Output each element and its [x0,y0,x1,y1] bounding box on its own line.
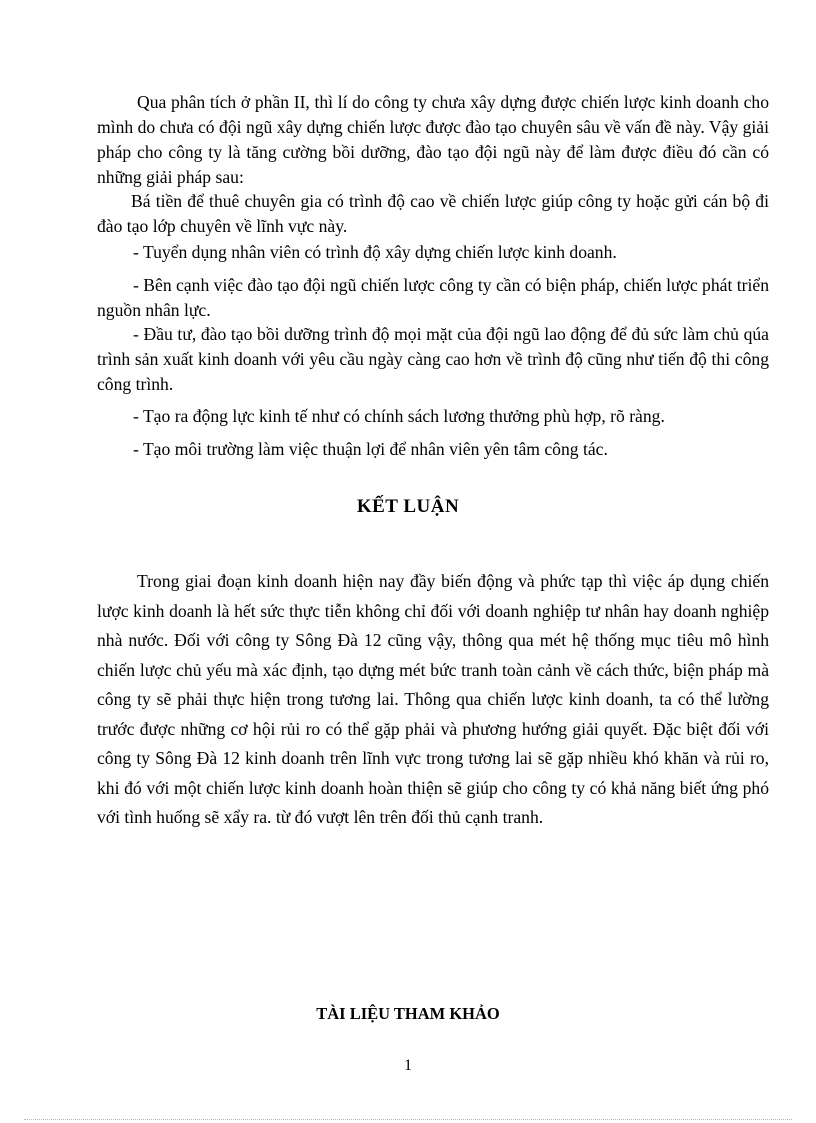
list-item-incentives: - Tạo ra động lực kinh tế như có chính sách lương thưởng phù hợp, rõ ràng. [133,406,665,426]
references-heading: TÀI LIỆU THAM KHẢO [316,1004,500,1023]
page-number: 1 [404,1057,412,1074]
paragraph-intro: Qua phân tích ở phần II, thì lí do công ty chưa xây dựng được chiến lược kinh doanh cho mình do chưa có đội ngũ xây dựng chiến lược được đào tạo chuyên sâu về vấn đề này. Vậy giải pháp cho công ty là tăng cường bồi dưỡng, đào tạo đội ngũ này để làm được điều đó cần có những giải pháp sau: [97,92,769,187]
paragraph-hire-experts: Bá tiền để thuê chuyên gia có trình độ cao về chiến lược giúp công ty hoặc gửi cán bộ đi đào tạo lớp chuyên về lĩnh vực này. [97,191,769,236]
page-bottom-border [24,1119,792,1120]
list-item-environment: - Tạo môi trường làm việc thuận lợi để nhân viên yên tâm công tác. [133,439,608,459]
list-item-training: - Bên cạnh việc đào tạo đội ngũ chiến lược công ty cần có biện pháp, chiến lược phát triển nguồn nhân lực. [97,275,769,320]
conclusion-body: Trong giai đoạn kinh doanh hiện nay đầy biến động và phức tạp thì việc áp dụng chiến lược kinh doanh là hết sức thực tiễn không chỉ đối với doanh nghiệp tư nhân hay doanh nghiệp nhà nước. Đối với công ty Sông Đà 12 cũng vậy, thông qua mét hệ thống mục tiêu mô hình chiến lược chủ yếu mà xác định, tạo dựng mét bức tranh toàn cảnh về cách thức, biện pháp mà công ty sẽ phải thực hiện trong tương lai. Thông qua chiến lược kinh doanh, ta có thể lường trước được những cơ hội rủi ro có thể gặp phải và phương hướng giải quyết. Đặc biệt đối với công ty Sông Đà 12 kinh doanh trên lĩnh vực trong tương lai sẽ gặp nhiều khó khăn và rủi ro, khi đó với một chiến lược kinh doanh hoàn thiện sẽ giúp cho công ty có khả năng biết ứng phó với tình huống sẽ xẩy ra. từ đó vượt lên trên đối thủ cạnh tranh. [97,571,769,827]
list-item-recruit: - Tuyển dụng nhân viên có trình độ xây dựng chiến lược kinh doanh. [133,242,617,262]
list-item-investment: - Đầu tư, đào tạo bồi dưỡng trình độ mọi mặt của đội ngũ lao động để đủ sức làm chủ qúa trình sản xuất kinh doanh với yêu cầu ngày càng cao hơn về trình độ cũng như tiến độ thi công công trình. [97,324,769,394]
conclusion-heading: KẾT LUẬN [356,496,460,517]
